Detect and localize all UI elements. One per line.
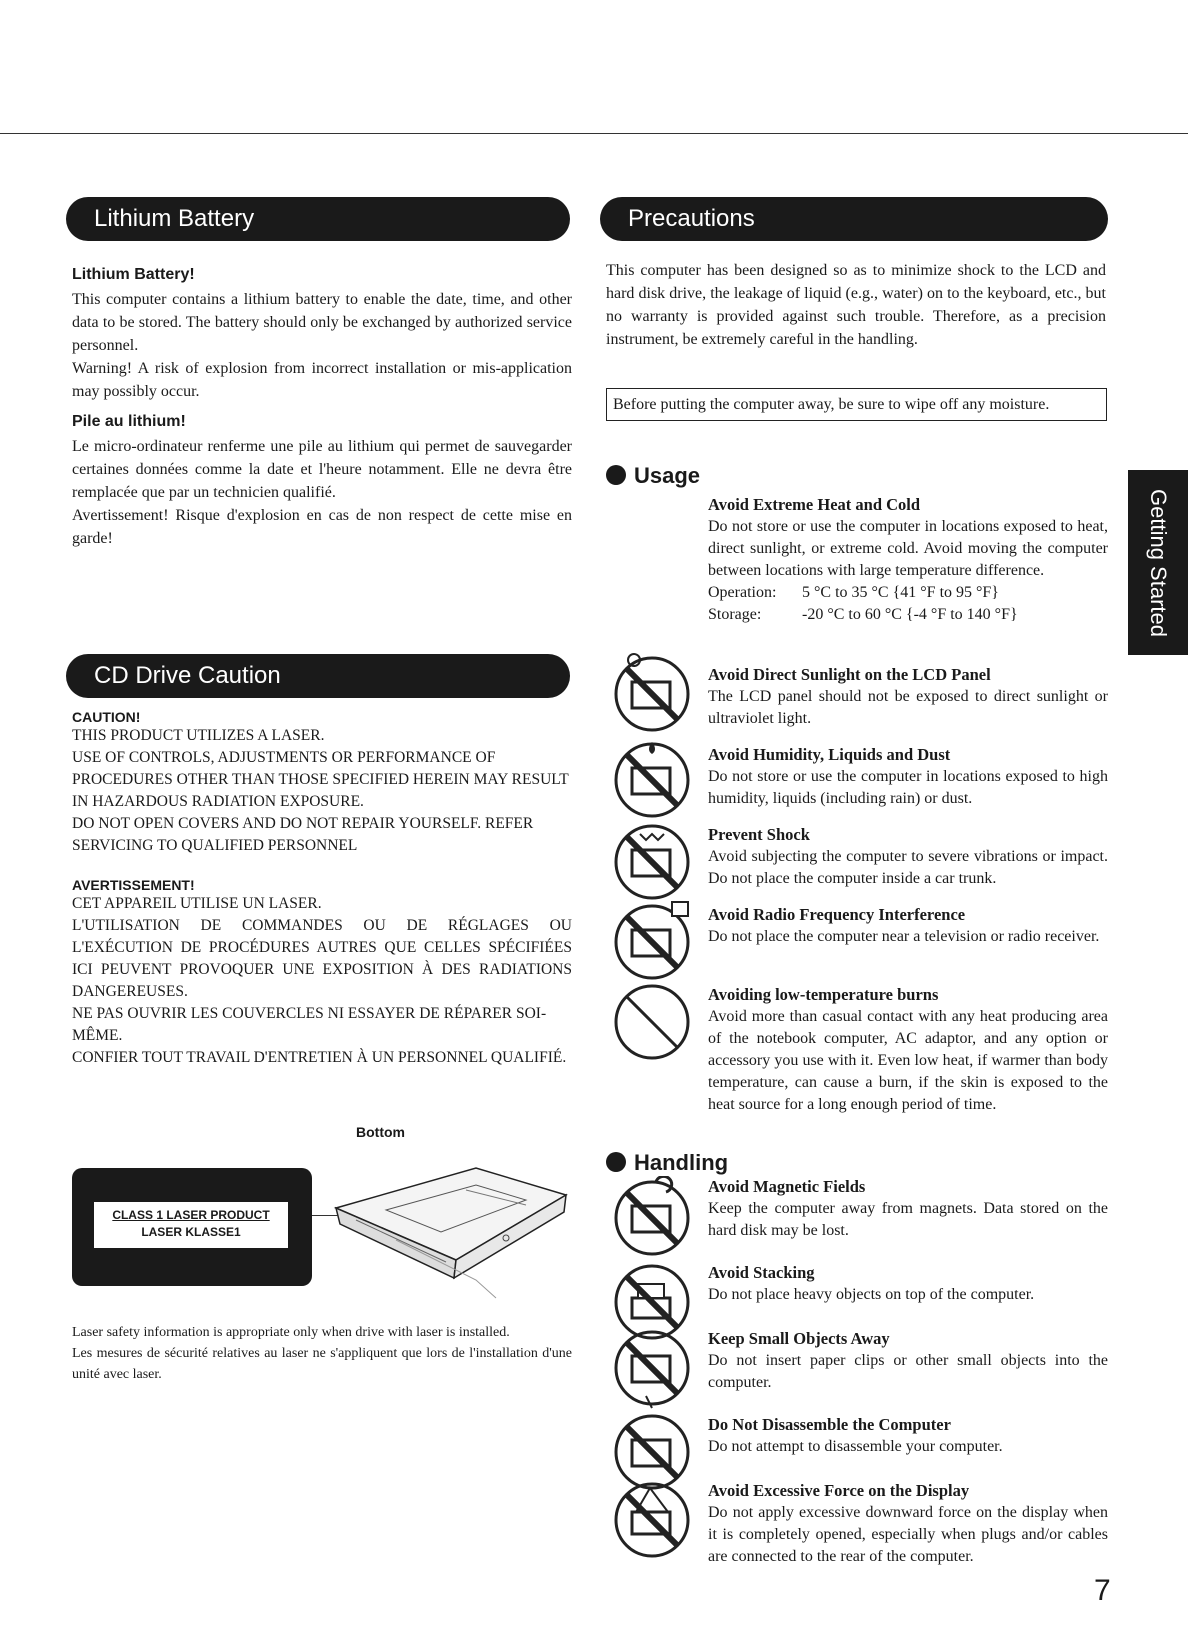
disassemble-title: Do Not Disassemble the Computer: [708, 1415, 951, 1434]
precautions-header: [600, 197, 1108, 241]
cd-caution-title: CAUTION!: [72, 709, 141, 725]
no-magnet-icon: [610, 1176, 694, 1260]
top-rule: [0, 133, 1188, 134]
usage-item-humidity: [708, 744, 1108, 810]
radio-text: Do not place the computer near a television or radio receiver.: [708, 928, 1100, 945]
handling-item-magnetic: [708, 1176, 1108, 1242]
usage-heat-cold: [708, 494, 1108, 626]
disassemble-text: Do not attempt to disassemble your computer.: [708, 1438, 1003, 1455]
cd-avert-line-3: NE PAS OUVRIR LES COUVERCLES NI ESSAYER DE RÉPARER SOI-MÊME.: [72, 1005, 547, 1044]
magnetic-text: Keep the computer away from magnets. Data stored on the hard disk may be lost.: [708, 1200, 1108, 1239]
storage-value: -20 °C to 60 °C {-4 °F to 140 °F}: [802, 606, 1018, 623]
laser-label-inner: [94, 1202, 288, 1248]
force-text: Do not apply excessive downward force on the display when it is completely opened, especially when plugs and/or cables are connected to the rear of the computer.: [708, 1504, 1108, 1565]
cd-avert-line-4: CONFIER TOUT TRAVAIL D'ENTRETIEN À UN PERSONNEL QUALIFIÉ.: [72, 1049, 567, 1066]
handling-title: [606, 1150, 728, 1176]
laser-note-en: Laser safety information is appropriate only when drive with laser is installed.: [72, 1325, 510, 1340]
sunlight-text: The LCD panel should not be exposed to direct sunlight or ultraviolet light.: [708, 688, 1108, 727]
operation-label: Operation:: [708, 584, 777, 601]
lithium-en-title: Lithium Battery!: [72, 266, 195, 283]
lithium-battery-header-text: Lithium Battery: [94, 205, 255, 232]
sunlight-title: Avoid Direct Sunlight on the LCD Panel: [708, 665, 991, 684]
usage-item-radio: [708, 904, 1108, 948]
getting-started-tab-text: Getting Started: [1146, 488, 1171, 637]
no-radio-interference-icon: [610, 898, 694, 982]
laser-note-fr: Les mesures de sécurité relatives au laser ne s'appliquent que lors de l'installation d'une unité avec laser.: [72, 1346, 572, 1382]
cd-avert-line-2: L'UTILISATION DE COMMANDES OU DE RÉGLAGES OU L'EXÉCUTION DE PROCÉDURES AUTRES QUE CELLES SPÉCIFIÉES ICI PEUVENT PROVOQUER UNE EXPOSITION À DES RADIATIONS DANGEREUSES.: [72, 917, 572, 1000]
precautions-header-text: Precautions: [628, 205, 755, 232]
usage-item-shock: [708, 824, 1108, 890]
laser-label-line-2: LASER KLASSE1: [141, 1225, 241, 1239]
lithium-battery-header: [66, 197, 570, 241]
cd-caution-section: [72, 709, 572, 1069]
prohibited-icon: [610, 980, 694, 1064]
precautions-intro: This computer has been designed so as to minimize shock to the LCD and hard disk drive, the leakage of liquid (e.g., water) on to the keyboard, etc., but no warranty is provided against such trouble. Therefore, as a precision instrument, be extremely careful in the handling.: [606, 262, 1106, 348]
usage-title-text: Usage: [634, 463, 701, 488]
heat-cold-text: Do not store or use the computer in locations exposed to heat, direct sunlight, or extreme cold. Avoid moving the computer between locations with large temperature difference.: [708, 518, 1108, 579]
cd-drive-caution-header-text: CD Drive Caution: [94, 662, 281, 689]
handling-item-disassemble: [708, 1414, 1108, 1458]
handling-title-text: Handling: [634, 1150, 729, 1175]
cd-caution-line-2: USE OF CONTROLS, ADJUSTMENTS OR PERFORMANCE OF PROCEDURES OTHER THAN THOSE SPECIFIED HEREIN MAY RESULT IN HAZARDOUS RADIATION EXPOSURE.: [72, 749, 569, 810]
small-objects-title: Keep Small Objects Away: [708, 1329, 890, 1348]
cd-caution-line-3: DO NOT OPEN COVERS AND DO NOT REPAIR YOURSELF. REFER SERVICING TO QUALIFIED PERSONNEL: [72, 815, 534, 854]
laser-label: [72, 1168, 312, 1286]
lithium-battery-section: [72, 266, 572, 550]
stacking-text: Do not place heavy objects on top of the computer.: [708, 1286, 1035, 1303]
no-small-objects-icon: [610, 1326, 694, 1410]
bullet-icon: [606, 465, 626, 485]
force-title: Avoid Excessive Force on the Display: [708, 1481, 970, 1500]
cd-avert-line-1: CET APPAREIL UTILISE UN LASER.: [72, 895, 322, 912]
no-shock-icon: [610, 818, 694, 902]
no-sunlight-icon: [610, 650, 694, 734]
cd-caution-line-1: THIS PRODUCT UTILIZES A LASER.: [72, 727, 325, 744]
handling-item-small-objects: [708, 1328, 1108, 1394]
cd-drive-caution-header: [66, 654, 570, 698]
burns-title: Avoiding low-temperature burns: [708, 985, 939, 1004]
precautions-boxed-note: Before putting the computer away, be sure to wipe off any moisture.: [606, 388, 1107, 421]
lithium-en-text: This computer contains a lithium battery to enable the date, time, and other data to be stored. The battery should only be exchanged by authorized service personnel.: [72, 291, 572, 354]
lithium-fr-title: Pile au lithium!: [72, 413, 186, 430]
stacking-title: Avoid Stacking: [708, 1263, 815, 1282]
shock-text: Avoid subjecting the computer to severe vibrations or impact. Do not place the computer inside a car trunk.: [708, 848, 1108, 887]
operation-value: 5 °C to 35 °C {41 °F to 95 °F}: [802, 584, 999, 601]
usage-title: [606, 463, 700, 489]
usage-item-sunlight: [708, 664, 1108, 730]
bottom-label: Bottom: [356, 1124, 405, 1140]
lithium-fr-text: Le micro-ordinateur renferme une pile au lithium qui permet de sauvegarder certaines données comme la date et l'heure notamment. Elle ne devra être remplacée que par un technicien qualifié.: [72, 438, 572, 501]
laser-label-line-1: CLASS 1 LASER PRODUCT: [112, 1208, 270, 1222]
no-humidity-icon: [610, 736, 694, 820]
small-objects-text: Do not insert paper clips or other small objects into the computer.: [708, 1352, 1108, 1391]
radio-title: Avoid Radio Frequency Interference: [708, 905, 966, 924]
lithium-en-warning: Warning! A risk of explosion from incorrect installation or mis-application may possibly occur.: [72, 360, 572, 400]
handling-item-force: [708, 1480, 1108, 1568]
bullet-icon: [606, 1152, 626, 1172]
handling-item-stacking: [708, 1262, 1108, 1306]
lithium-fr-warning: Avertissement! Risque d'explosion en cas de non respect de cette mise en garde!: [72, 507, 572, 547]
shock-title: Prevent Shock: [708, 825, 810, 844]
storage-row: [708, 604, 1108, 626]
humidity-text: Do not store or use the computer in locations exposed to high humidity, liquids (including rain) or dust.: [708, 768, 1108, 807]
cd-drive-illustration: [326, 1150, 576, 1300]
heat-cold-title: Avoid Extreme Heat and Cold: [708, 495, 921, 514]
storage-label: Storage:: [708, 606, 762, 623]
burns-text: Avoid more than casual contact with any heat producing area of the notebook computer, AC adaptor, and any option or accessory you use with it. Even low heat, if warmer than body temperature, can cause a burn, if the skin is exposed to the heat source for a long enough period of time.: [708, 1008, 1108, 1113]
operation-row: [708, 582, 1108, 604]
page-number: 7: [1094, 1574, 1111, 1607]
magnetic-title: Avoid Magnetic Fields: [708, 1177, 866, 1196]
no-excessive-force-icon: [610, 1478, 694, 1562]
humidity-title: Avoid Humidity, Liquids and Dust: [708, 745, 951, 764]
usage-item-burns: [708, 984, 1108, 1116]
cd-avert-title: AVERTISSEMENT!: [72, 877, 195, 893]
laser-notes: [72, 1322, 572, 1385]
getting-started-tab: [1128, 470, 1188, 655]
